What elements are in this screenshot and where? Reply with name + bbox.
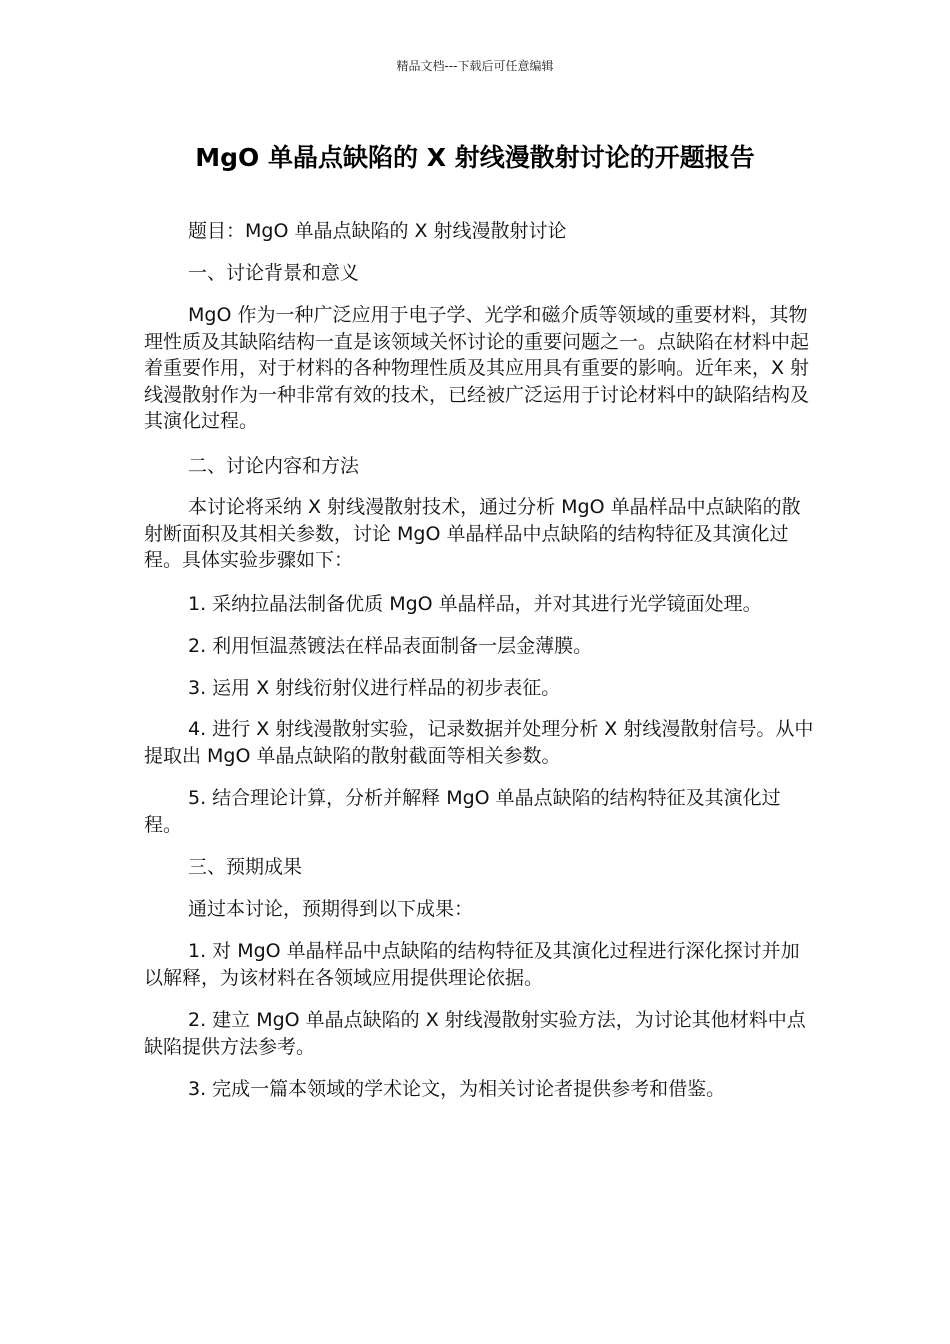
outcome-item: 2. 建立 MgO 单晶点缺陷的 X 射线漫散射实验方法，为讨论其他材料中点缺陷提供方法参考。 [144, 1009, 806, 1058]
outcome-item: 1. 对 MgO 单晶样品中点缺陷的结构特征及其演化过程进行深化探讨并加以解释，为该材料在各领域应用提供理论依据。 [144, 940, 800, 989]
topic-line: 题目：MgO 单晶点缺陷的 X 射线漫散射讨论 [188, 220, 567, 242]
step-3-block [144, 675, 814, 702]
outcome-1-block [144, 938, 814, 991]
outcome-item: 3. 完成一篇本领域的学术论文，为相关讨论者提供参考和借鉴。 [188, 1078, 726, 1100]
section-1-paragraph-block [144, 302, 814, 435]
step-item: 2. 利用恒温蒸镀法在样品表面制备一层金薄膜。 [188, 635, 593, 657]
section-3-heading: 三、预期成果 [188, 856, 303, 878]
step-2-block [144, 633, 814, 660]
section-3-intro-block [144, 896, 814, 923]
step-4-block [144, 716, 814, 769]
section-2-paragraph: 本讨论将采纳 X 射线漫散射技术，通过分析 MgO 单晶样品中点缺陷的散射断面积及其相关参数，讨论 MgO 单晶样品中点缺陷的结构特征及其演化过程。具体实验步骤如下： [144, 496, 801, 571]
section-1-heading: 一、讨论背景和意义 [188, 262, 360, 284]
section-3-heading-block [144, 854, 814, 881]
section-2-paragraph-block [144, 494, 814, 574]
step-item: 4. 进行 X 射线漫散射实验，记录数据并处理分析 X 射线漫散射信号。从中提取出 MgO 单晶点缺陷的散射截面等相关参数。 [144, 718, 814, 767]
step-5-block [144, 785, 814, 838]
step-1-block [144, 591, 814, 618]
outcome-3-block [144, 1076, 814, 1103]
step-item: 3. 运用 X 射线衍射仪进行样品的初步表征。 [188, 677, 561, 699]
section-2-heading: 二、讨论内容和方法 [188, 455, 360, 477]
section-1-paragraph: MgO 作为一种广泛应用于电子学、光学和磁介质等领域的重要材料，其物理性质及其缺陷结构一直是该领域关怀讨论的重要问题之一。点缺陷在材料中起着重要作用，对于材料的各种物理性质及其应用具有重要的影响。近年来，X 射线漫散射作为一种非常有效的技术，已经被广泛运用于讨论材料中的缺陷结构及其演化过程。 [144, 304, 810, 432]
section-3-intro: 通过本讨论，预期得到以下成果： [188, 898, 474, 920]
topic-block [144, 218, 814, 245]
section-2-heading-block [144, 453, 814, 480]
step-item: 5. 结合理论计算，分析并解释 MgO 单晶点缺陷的结构特征及其演化过程。 [144, 787, 781, 836]
page-header: 精品文档---下载后可任意编辑 [396, 59, 554, 73]
document-title: MgO 单晶点缺陷的 X 射线漫散射讨论的开题报告 [195, 143, 755, 172]
section-1-heading-block [144, 260, 814, 287]
step-item: 1. 采纳拉晶法制备优质 MgO 单晶样品，并对其进行光学镜面处理。 [188, 593, 762, 615]
outcome-2-block [144, 1007, 814, 1060]
